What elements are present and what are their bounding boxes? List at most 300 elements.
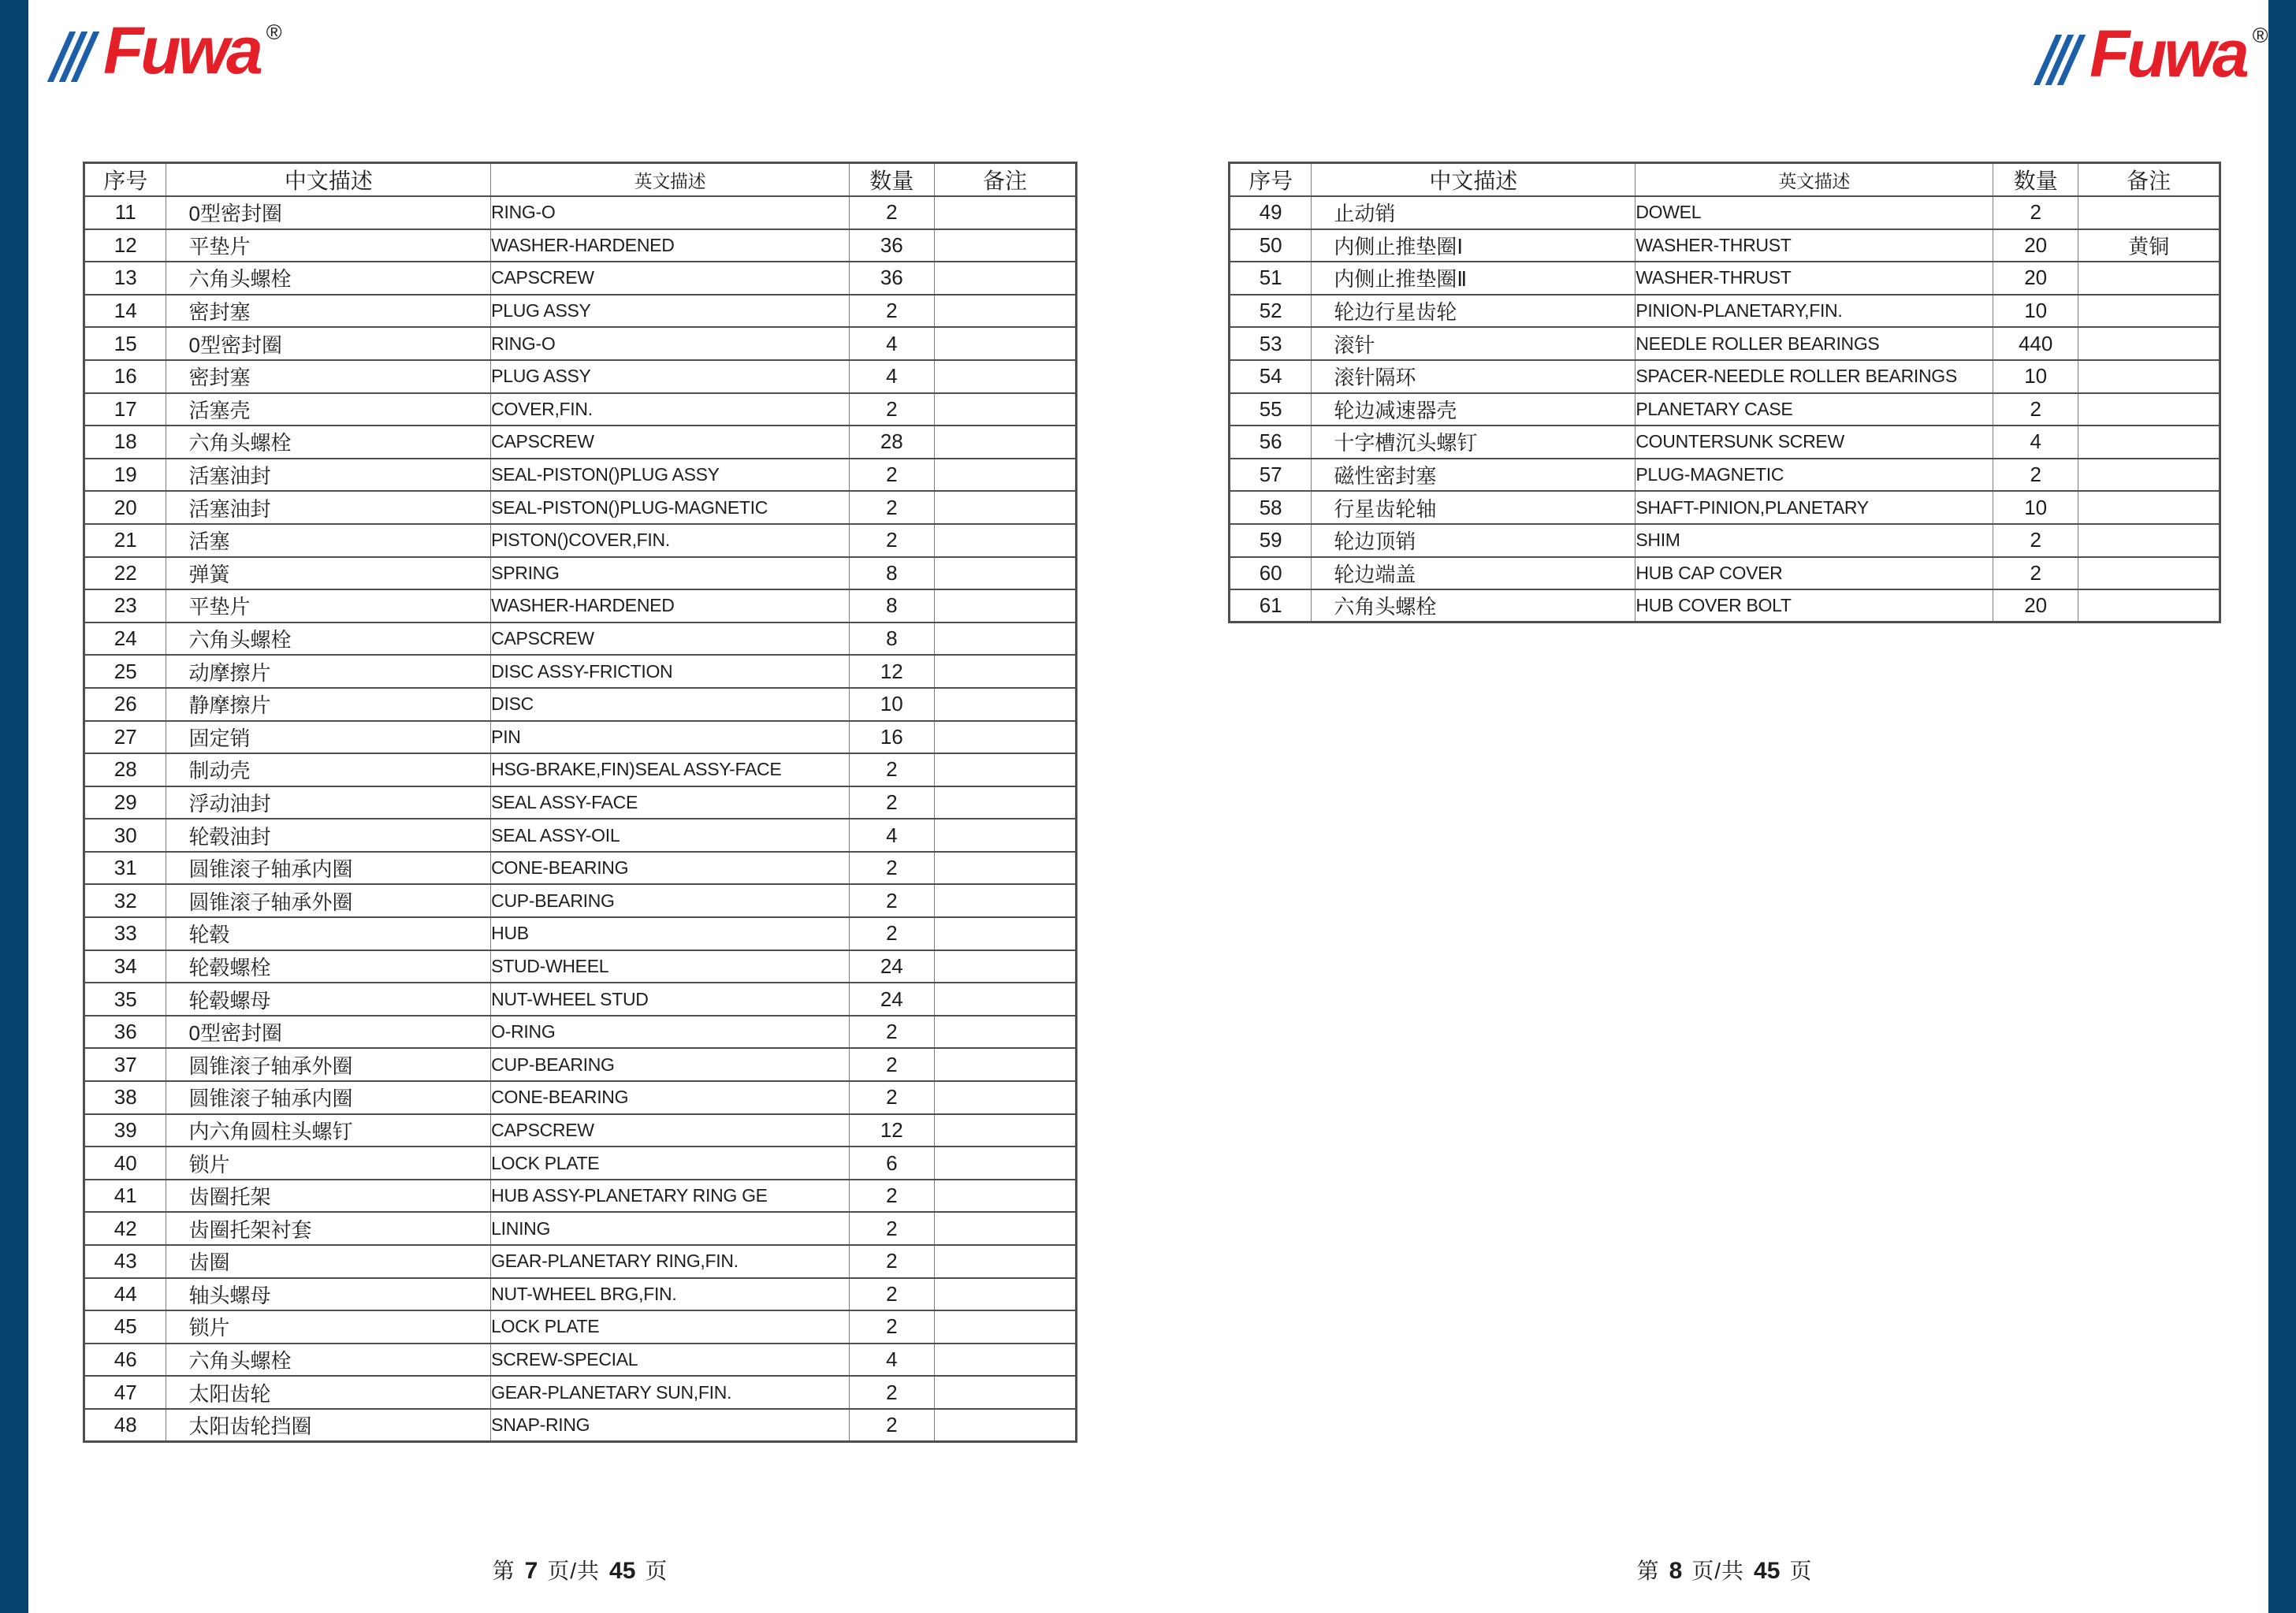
table-row [1230, 491, 2220, 524]
cell-en: HUB CAP COVER [1635, 557, 1993, 590]
table-row [84, 852, 1077, 885]
cell-en: CUP-BEARING [491, 884, 850, 917]
table-row [1230, 262, 2220, 295]
cell-cn: 活塞油封 [166, 459, 491, 492]
cell-en: SPACER-NEEDLE ROLLER BEARINGS [1635, 360, 1993, 393]
table-row [84, 1147, 1077, 1180]
table-row [84, 459, 1077, 492]
table-row [84, 786, 1077, 820]
cell-qty: 2 [1993, 557, 2078, 590]
cell-qty: 2 [849, 295, 934, 328]
cell-en: DOWEL [1635, 196, 1993, 229]
cell-qty: 2 [849, 753, 934, 786]
cell-cn: 锁片 [166, 1310, 491, 1344]
cell-cn: 轮边顶销 [1312, 524, 1635, 557]
cell-en: LOCK PLATE [491, 1310, 850, 1344]
cell-cn: 密封塞 [166, 295, 491, 328]
cell-rm [934, 1376, 1076, 1409]
fuwa-logo-right [2045, 17, 2268, 91]
cell-no: 45 [84, 1310, 166, 1344]
cell-qty: 4 [849, 819, 934, 852]
cell-en: DISC [491, 688, 850, 721]
cell-qty: 8 [849, 557, 934, 590]
cell-en: SEAL-PISTON()PLUG-MAGNETIC [491, 491, 850, 524]
cell-cn: 六角头螺栓 [166, 426, 491, 459]
cell-cn: 动摩擦片 [166, 655, 491, 688]
cell-no: 19 [84, 459, 166, 492]
cell-en: CAPSCREW [491, 1114, 850, 1147]
cell-cn: 齿圈 [166, 1245, 491, 1278]
table-row [84, 196, 1077, 229]
cell-qty: 2 [849, 196, 934, 229]
cell-no: 43 [84, 1245, 166, 1278]
cell-en: HUB COVER BOLT [1635, 589, 1993, 623]
cell-en: WASHER-HARDENED [491, 229, 850, 262]
cell-cn: 轮边减速器壳 [1312, 393, 1635, 426]
cell-qty: 10 [1993, 491, 2078, 524]
cell-qty: 2 [849, 1180, 934, 1213]
table-header-row [84, 163, 1077, 197]
cell-qty: 2 [849, 786, 934, 820]
table-row [84, 1278, 1077, 1311]
cell-en: SHIM [1635, 524, 1993, 557]
cell-rm [934, 917, 1076, 950]
cell-no: 14 [84, 295, 166, 328]
cell-en: LINING [491, 1212, 850, 1245]
cell-no: 46 [84, 1344, 166, 1377]
cell-no: 30 [84, 819, 166, 852]
cell-rm [934, 557, 1076, 590]
cell-qty: 2 [849, 524, 934, 557]
cell-cn: 内六角圆柱头螺钉 [166, 1114, 491, 1147]
cell-no: 18 [84, 426, 166, 459]
cell-en: GEAR-PLANETARY SUN,FIN. [491, 1376, 850, 1409]
cell-rm [934, 721, 1076, 754]
cell-cn: 太阳齿轮 [166, 1376, 491, 1409]
cell-cn: 活塞油封 [166, 491, 491, 524]
cell-qty: 10 [1993, 360, 2078, 393]
table-row [1230, 459, 2220, 492]
cell-cn: 内侧止推垫圈Ⅰ [1312, 229, 1635, 262]
cell-en: COUNTERSUNK SCREW [1635, 426, 1993, 459]
cell-cn: 六角头螺栓 [1312, 589, 1635, 623]
cell-qty: 8 [849, 623, 934, 656]
page-footer-right [1228, 1554, 2221, 1585]
cell-cn: 齿圈托架 [166, 1180, 491, 1213]
cell-rm [934, 262, 1076, 295]
cell-no: 60 [1230, 557, 1312, 590]
cell-cn: 密封塞 [166, 360, 491, 393]
cell-cn: 轮边端盖 [1312, 557, 1635, 590]
column-header-no: 序号 [84, 163, 166, 197]
cell-qty: 2 [849, 1310, 934, 1344]
table-row [84, 295, 1077, 328]
table-row [84, 1048, 1077, 1081]
cell-cn: 行星齿轮轴 [1312, 491, 1635, 524]
table-row [84, 1180, 1077, 1213]
parts-table-page-8 [1228, 162, 2221, 623]
cell-qty: 2 [849, 852, 934, 885]
cell-en: HUB [491, 917, 850, 950]
footer-page-number: 7 [524, 1558, 538, 1584]
table-row [84, 1081, 1077, 1114]
cell-no: 36 [84, 1016, 166, 1049]
cell-rm [2078, 491, 2220, 524]
cell-no: 27 [84, 721, 166, 754]
cell-cn: 圆锥滚子轴承内圈 [166, 1081, 491, 1114]
table-row [84, 721, 1077, 754]
table-row [1230, 295, 2220, 328]
footer-text: 页 [1789, 1559, 1813, 1583]
cell-en: PLANETARY CASE [1635, 393, 1993, 426]
cell-rm [934, 1278, 1076, 1311]
cell-qty: 4 [849, 1344, 934, 1377]
cell-rm [2078, 459, 2220, 492]
cell-cn: 弹簧 [166, 557, 491, 590]
cell-en: SEAL ASSY-FACE [491, 786, 850, 820]
cell-no: 24 [84, 623, 166, 656]
cell-no: 35 [84, 983, 166, 1016]
cell-qty: 2 [849, 1245, 934, 1278]
cell-en: SNAP-RING [491, 1409, 850, 1442]
table-row [84, 1344, 1077, 1377]
cell-qty: 2 [1993, 459, 2078, 492]
table-row [1230, 229, 2220, 262]
cell-cn: 活塞壳 [166, 393, 491, 426]
cell-cn: 锁片 [166, 1147, 491, 1180]
cell-en: HSG-BRAKE,FIN)SEAL ASSY-FACE [491, 753, 850, 786]
cell-cn: 六角头螺栓 [166, 1344, 491, 1377]
registered-trademark-symbol: ® [266, 20, 282, 44]
fuwa-logo-left [58, 13, 282, 87]
cell-no: 17 [84, 393, 166, 426]
cell-en: PIN [491, 721, 850, 754]
cell-rm [934, 1245, 1076, 1278]
page-footer-left [83, 1554, 1077, 1585]
cell-qty: 20 [1993, 262, 2078, 295]
cell-rm [934, 426, 1076, 459]
cell-rm [934, 196, 1076, 229]
cell-rm [934, 852, 1076, 885]
cell-en: WASHER-THRUST [1635, 229, 1993, 262]
cell-rm [934, 327, 1076, 360]
cell-cn: 圆锥滚子轴承内圈 [166, 852, 491, 885]
table-row [84, 491, 1077, 524]
table-row [84, 262, 1077, 295]
cell-no: 59 [1230, 524, 1312, 557]
cell-qty: 2 [849, 917, 934, 950]
footer-page-number: 8 [1669, 1558, 1683, 1584]
column-header-qty: 数量 [849, 163, 934, 197]
cell-cn: 圆锥滚子轴承外圈 [166, 1048, 491, 1081]
cell-en: CONE-BEARING [491, 852, 850, 885]
cell-rm [934, 491, 1076, 524]
cell-qty: 2 [849, 1212, 934, 1245]
column-header-en: 英文描述 [1635, 163, 1993, 197]
table-row [84, 589, 1077, 623]
cell-rm [934, 983, 1076, 1016]
cell-no: 41 [84, 1180, 166, 1213]
table-row [84, 1212, 1077, 1245]
cell-rm [934, 1016, 1076, 1049]
cell-qty: 2 [849, 393, 934, 426]
cell-qty: 8 [849, 589, 934, 623]
cell-no: 44 [84, 1278, 166, 1311]
table-row [1230, 196, 2220, 229]
registered-trademark-symbol: ® [2252, 24, 2268, 47]
cell-no: 49 [1230, 196, 1312, 229]
cell-qty: 36 [849, 262, 934, 295]
cell-en: PLUG ASSY [491, 295, 850, 328]
table-row [1230, 589, 2220, 623]
cell-cn: 太阳齿轮挡圈 [166, 1409, 491, 1442]
cell-en: SCREW-SPECIAL [491, 1344, 850, 1377]
column-header-cn: 中文描述 [166, 163, 491, 197]
cell-qty: 2 [849, 1409, 934, 1442]
cell-cn: 0型密封圈 [166, 1016, 491, 1049]
cell-rm [2078, 196, 2220, 229]
cell-cn: 制动壳 [166, 753, 491, 786]
cell-no: 53 [1230, 327, 1312, 360]
table-row [84, 884, 1077, 917]
cell-no: 31 [84, 852, 166, 885]
cell-cn: 十字槽沉头螺钉 [1312, 426, 1635, 459]
cell-cn: 六角头螺栓 [166, 262, 491, 295]
cell-no: 55 [1230, 393, 1312, 426]
cell-rm [934, 360, 1076, 393]
cell-cn: 平垫片 [166, 589, 491, 623]
table-row [84, 1409, 1077, 1442]
cell-no: 39 [84, 1114, 166, 1147]
cell-rm [934, 1409, 1076, 1442]
column-header-no: 序号 [1230, 163, 1312, 197]
cell-rm [2078, 589, 2220, 623]
cell-cn: 止动销 [1312, 196, 1635, 229]
cell-cn: 轮毂 [166, 917, 491, 950]
logo-slashes-icon [58, 32, 94, 82]
footer-total-pages: 45 [1754, 1558, 1781, 1584]
cell-no: 51 [1230, 262, 1312, 295]
cell-rm [934, 950, 1076, 983]
cell-no: 15 [84, 327, 166, 360]
cell-rm [2078, 557, 2220, 590]
table-row [1230, 327, 2220, 360]
cell-rm [934, 1344, 1076, 1377]
cell-rm [934, 1081, 1076, 1114]
cell-rm [934, 1310, 1076, 1344]
cell-qty: 24 [849, 983, 934, 1016]
table-row [84, 1376, 1077, 1409]
cell-qty: 12 [849, 655, 934, 688]
cell-no: 12 [84, 229, 166, 262]
table-row [84, 557, 1077, 590]
cell-qty: 10 [1993, 295, 2078, 328]
table-row [84, 360, 1077, 393]
cell-cn: 轮毂油封 [166, 819, 491, 852]
cell-qty: 16 [849, 721, 934, 754]
cell-cn: 平垫片 [166, 229, 491, 262]
table-row [84, 1016, 1077, 1049]
cell-cn: 轮毂螺栓 [166, 950, 491, 983]
table-row [1230, 360, 2220, 393]
cell-no: 32 [84, 884, 166, 917]
cell-cn: 0型密封圈 [166, 196, 491, 229]
cell-qty: 2 [849, 884, 934, 917]
cell-no: 50 [1230, 229, 1312, 262]
cell-rm: 黄铜 [2078, 229, 2220, 262]
cell-no: 37 [84, 1048, 166, 1081]
cell-rm [2078, 524, 2220, 557]
cell-en: NUT-WHEEL BRG,FIN. [491, 1278, 850, 1311]
column-header-qty: 数量 [1993, 163, 2078, 197]
cell-no: 20 [84, 491, 166, 524]
cell-rm [2078, 360, 2220, 393]
footer-text: 页/共 [547, 1559, 601, 1583]
cell-cn: 轮边行星齿轮 [1312, 295, 1635, 328]
cell-rm [934, 524, 1076, 557]
cell-qty: 4 [1993, 426, 2078, 459]
cell-cn: 静摩擦片 [166, 688, 491, 721]
cell-rm [934, 589, 1076, 623]
cell-qty: 10 [849, 688, 934, 721]
table-row [84, 655, 1077, 688]
cell-no: 57 [1230, 459, 1312, 492]
cell-rm [934, 819, 1076, 852]
cell-rm [2078, 393, 2220, 426]
cell-no: 48 [84, 1409, 166, 1442]
cell-en: SPRING [491, 557, 850, 590]
table-row [84, 917, 1077, 950]
cell-qty: 20 [1993, 589, 2078, 623]
cell-en: RING-O [491, 327, 850, 360]
cell-no: 25 [84, 655, 166, 688]
cell-qty: 2 [849, 1016, 934, 1049]
cell-en: PLUG ASSY [491, 360, 850, 393]
table-row [1230, 393, 2220, 426]
table-row [1230, 426, 2220, 459]
cell-en: CUP-BEARING [491, 1048, 850, 1081]
cell-rm [2078, 262, 2220, 295]
cell-rm [934, 688, 1076, 721]
cell-en: HUB ASSY-PLANETARY RING GE [491, 1180, 850, 1213]
cell-rm [934, 1048, 1076, 1081]
cell-rm [934, 1212, 1076, 1245]
cell-qty: 28 [849, 426, 934, 459]
cell-en: O-RING [491, 1016, 850, 1049]
cell-no: 33 [84, 917, 166, 950]
cell-rm [934, 459, 1076, 492]
cell-en: CAPSCREW [491, 623, 850, 656]
column-header-cn: 中文描述 [1312, 163, 1635, 197]
cell-rm [934, 1147, 1076, 1180]
table-row [1230, 524, 2220, 557]
cell-rm [934, 295, 1076, 328]
cell-en: WASHER-HARDENED [491, 589, 850, 623]
cell-no: 26 [84, 688, 166, 721]
footer-text: 第 [492, 1559, 515, 1583]
column-header-en: 英文描述 [491, 163, 850, 197]
parts-table-page-7 [83, 162, 1077, 1443]
logo-wordmark: Fuwa [103, 13, 260, 87]
cell-no: 54 [1230, 360, 1312, 393]
table-row [84, 623, 1077, 656]
cell-no: 11 [84, 196, 166, 229]
cell-en: CAPSCREW [491, 426, 850, 459]
cell-en: SEAL ASSY-OIL [491, 819, 850, 852]
table-row [84, 688, 1077, 721]
cell-no: 28 [84, 753, 166, 786]
cell-no: 29 [84, 786, 166, 820]
cell-no: 38 [84, 1081, 166, 1114]
right-border-bar [2268, 0, 2296, 1613]
cell-en: GEAR-PLANETARY RING,FIN. [491, 1245, 850, 1278]
footer-text: 第 [1636, 1559, 1660, 1583]
cell-no: 42 [84, 1212, 166, 1245]
table-row [84, 524, 1077, 557]
cell-cn: 滚针隔环 [1312, 360, 1635, 393]
table-row [84, 983, 1077, 1016]
cell-no: 34 [84, 950, 166, 983]
footer-total-pages: 45 [609, 1558, 636, 1584]
table-header-row [1230, 163, 2220, 197]
cell-no: 21 [84, 524, 166, 557]
cell-en: STUD-WHEEL [491, 950, 850, 983]
cell-cn: 活塞 [166, 524, 491, 557]
cell-qty: 440 [1993, 327, 2078, 360]
cell-cn: 齿圈托架衬套 [166, 1212, 491, 1245]
cell-qty: 2 [849, 459, 934, 492]
table-row [1230, 557, 2220, 590]
cell-qty: 36 [849, 229, 934, 262]
cell-en: PINION-PLANETARY,FIN. [1635, 295, 1993, 328]
cell-cn: 轴头螺母 [166, 1278, 491, 1311]
cell-rm [2078, 295, 2220, 328]
cell-en: CAPSCREW [491, 262, 850, 295]
cell-rm [934, 786, 1076, 820]
cell-qty: 2 [1993, 393, 2078, 426]
cell-no: 52 [1230, 295, 1312, 328]
cell-rm [934, 884, 1076, 917]
table-row [84, 950, 1077, 983]
cell-qty: 20 [1993, 229, 2078, 262]
cell-no: 16 [84, 360, 166, 393]
cell-rm [934, 753, 1076, 786]
cell-en: SHAFT-PINION,PLANETARY [1635, 491, 1993, 524]
cell-no: 47 [84, 1376, 166, 1409]
cell-cn: 固定销 [166, 721, 491, 754]
cell-en: CONE-BEARING [491, 1081, 850, 1114]
cell-qty: 12 [849, 1114, 934, 1147]
cell-rm [2078, 426, 2220, 459]
table-row [84, 426, 1077, 459]
cell-no: 22 [84, 557, 166, 590]
cell-cn: 轮毂螺母 [166, 983, 491, 1016]
cell-rm [934, 655, 1076, 688]
cell-en: SEAL-PISTON()PLUG ASSY [491, 459, 850, 492]
table-row [84, 819, 1077, 852]
cell-en: NEEDLE ROLLER BEARINGS [1635, 327, 1993, 360]
cell-rm [934, 393, 1076, 426]
cell-rm [934, 1114, 1076, 1147]
cell-no: 13 [84, 262, 166, 295]
cell-en: WASHER-THRUST [1635, 262, 1993, 295]
cell-qty: 4 [849, 327, 934, 360]
cell-qty: 6 [849, 1147, 934, 1180]
left-border-bar [0, 0, 28, 1613]
cell-en: DISC ASSY-FRICTION [491, 655, 850, 688]
cell-no: 58 [1230, 491, 1312, 524]
cell-cn: 磁性密封塞 [1312, 459, 1635, 492]
